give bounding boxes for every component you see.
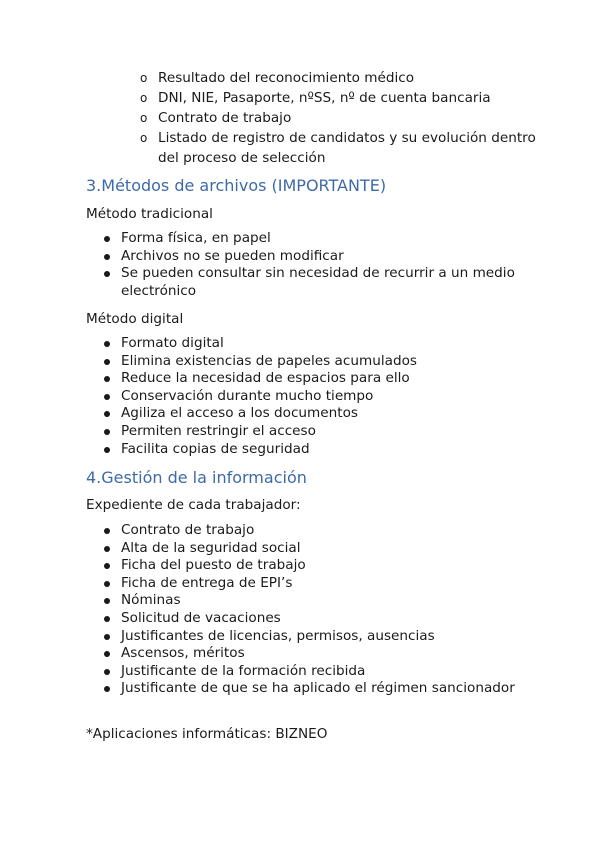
bullet-icon [104, 598, 110, 604]
circle-bullet-icon: o [140, 131, 148, 145]
bullet-icon [104, 236, 110, 242]
bullet-icon [104, 616, 110, 622]
circle-bullet-icon: o [140, 111, 148, 125]
bullet-icon [104, 546, 110, 552]
bullet-icon [104, 669, 110, 675]
list-item: Formato digital [104, 335, 524, 353]
bullet-icon [104, 411, 110, 417]
bullet-icon [104, 271, 110, 277]
metodo-digital-label: Método digital [86, 311, 184, 327]
list-item: Justificantes de licencias, permisos, ausencias [104, 628, 524, 646]
circle-bullet-icon: o [140, 71, 148, 85]
list-item: Solicitud de vacaciones [104, 610, 524, 628]
list-item: Se pueden consultar sin necesidad de recurrir a un medio electrónico [104, 265, 524, 300]
bullet-icon [104, 563, 110, 569]
circle-bullet-icon: o [140, 91, 148, 105]
list-item: o Resultado del reconocimiento médico [140, 70, 415, 86]
list-item: Facilita copias de seguridad [104, 441, 524, 459]
bullet-icon [104, 651, 110, 657]
list-item: Forma física, en papel [104, 230, 524, 248]
bullet-icon [104, 359, 110, 365]
list-item: Elimina existencias de papeles acumulados [104, 353, 524, 371]
sub-list [140, 68, 540, 168]
list-item: Ficha del puesto de trabajo [104, 557, 524, 575]
list-item: o Contrato de trabajo [140, 110, 292, 126]
bullet-icon [104, 634, 110, 640]
metodo-tradicional-label: Método tradicional [86, 206, 213, 222]
list-item: Justificante de que se ha aplicado el régimen sancionador [104, 680, 524, 698]
bullet-icon [104, 341, 110, 347]
list-item: Ficha de entrega de EPI’s [104, 575, 524, 593]
bullet-icon [104, 447, 110, 453]
list-item: Archivos no se pueden modificar [104, 248, 524, 266]
list-item: Nóminas [104, 592, 524, 610]
list-item: o Listado de registro de candidatos y su evolución dentro del proceso de selección [140, 130, 536, 166]
metodo-tradicional-list [104, 230, 524, 300]
expediente-list [104, 522, 524, 698]
bullet-icon [104, 254, 110, 260]
bullet-icon [104, 376, 110, 382]
list-item: Agiliza el acceso a los documentos [104, 405, 524, 423]
list-item: Reduce la necesidad de espacios para ello [104, 370, 524, 388]
bullet-icon [104, 581, 110, 587]
list-item: Contrato de trabajo [104, 522, 524, 540]
list-item: Alta de la seguridad social [104, 540, 524, 558]
footnote: *Aplicaciones informáticas: BIZNEO [86, 726, 328, 742]
expediente-label: Expediente de cada trabajador: [86, 497, 301, 513]
list-item: Permiten restringir el acceso [104, 423, 524, 441]
bullet-icon [104, 686, 110, 692]
section-heading-gestion: 4.Gestión de la información [86, 468, 307, 487]
list-item: Ascensos, méritos [104, 645, 524, 663]
bullet-icon [104, 394, 110, 400]
metodo-digital-list [104, 335, 524, 458]
section-heading-metodos: 3.Métodos de archivos (IMPORTANTE) [86, 176, 387, 195]
bullet-icon [104, 429, 110, 435]
list-item: Justificante de la formación recibida [104, 663, 524, 681]
list-item: o DNI, NIE, Pasaporte, nºSS, nº de cuenta bancaria [140, 90, 491, 106]
list-item: Conservación durante mucho tiempo [104, 388, 524, 406]
bullet-icon [104, 528, 110, 534]
